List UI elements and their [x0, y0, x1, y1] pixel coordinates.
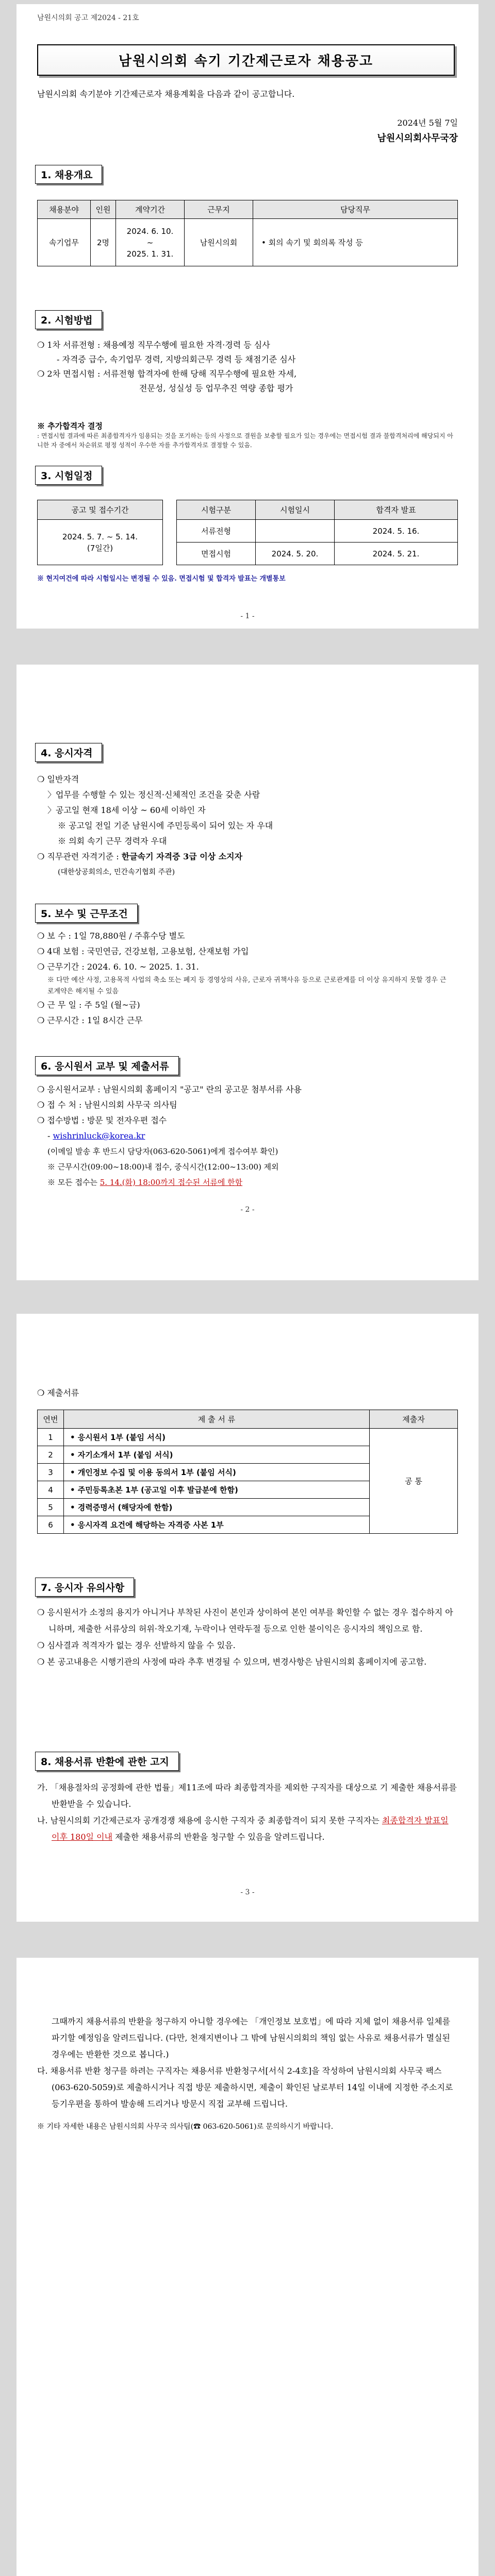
application-email-note: (이메일 발송 후 반드시 담당자(063-620-5061)에게 접수여부 확인)	[47, 1147, 278, 1156]
docs-no: 4	[38, 1481, 64, 1499]
overview-header: 인원	[91, 200, 116, 219]
overview-cell-field: 속기업무	[38, 219, 91, 266]
section-title-return: 8. 채용서류 반환에 관한 고지	[35, 1752, 179, 1771]
return-text: 제출한 채용서류의 반환을 청구할 수 있음을 알려드립니다.	[112, 1832, 325, 1842]
overview-cell-duty: • 회의 속기 및 회의록 작성 등	[253, 219, 458, 266]
schedule-table	[37, 500, 458, 565]
overview-header: 채용분야	[38, 200, 91, 219]
application-time-note: ※ 근무시간(09:00~18:00)내 접수, 중식시간(12:00~13:00) 제외	[47, 1162, 279, 1172]
docs-item: • 응시자격 요건에 해당하는 자격증 사본 1부	[64, 1516, 370, 1534]
pay-note: ※ 다만 예산 사정, 고용목적 사업의 축소 또는 폐지 등 경영상의 사유, 근로자 귀책사유 등으로 근로관계를 더 이상 유지하지 못할 경우 근로계약은 해지될 수 있음	[47, 976, 447, 995]
overview-header: 담당직무	[253, 200, 458, 219]
method-item-2-detail: 전문성, 성실성 등 업무추진 역량 종합 평가	[139, 383, 293, 393]
period-start: 2024. 6. 10.	[126, 226, 174, 236]
notes-item: ❍ 응시원서가 소정의 용지가 아니거나 부착된 사진이 본인과 상이하여 본인 여부를 확인할 수 없는 경우 접수하지 아니하며, 제출한 서류상의 허위·착오기재, 누락이나 연락두절 등으로 인한 불이익은 응시자의 책임으로 함.	[37, 1607, 453, 1634]
page-3	[16, 1314, 478, 1922]
docs-item: • 응시원서 1부 (붙임 서식)	[64, 1429, 370, 1446]
pay-item: ❍ 근무시간 : 1일 8시간 근무	[37, 1015, 143, 1025]
return-text: 나. 남원시의회 기간제근로자 공개경쟁 채용에 응시한 구직자 중 최종합격이 되지 못한 구직자는	[37, 1816, 382, 1825]
qualification-issuer: (대한상공회의소, 민간속기협회 주관)	[58, 868, 175, 876]
overview-cell-workplace: 남원시의회	[185, 219, 253, 266]
docs-item: • 주민등록초본 1부 (공고일 이후 발급분에 한함)	[64, 1481, 370, 1499]
docs-item: • 자기소개서 1부 (붙임 서식)	[64, 1446, 370, 1464]
schedule-note: ※ 현지여건에 따라 시험일시는 변경될 수 있음. 면접시험 및 합격자 발표는 개별통보	[37, 575, 286, 583]
overview-cell-count: 2명	[91, 219, 116, 266]
notice-date: 2024년 5월 7일	[397, 118, 458, 128]
schedule-days: (7일간)	[87, 543, 113, 553]
pay-item: ❍ 4대 보험 : 국민연금, 건강보험, 고용보험, 산재보험 가입	[37, 946, 249, 956]
return-item	[37, 1812, 458, 1845]
schedule-exam-date: 2024. 5. 20.	[256, 543, 335, 565]
return-continued: 그때까지 채용서류의 반환을 청구하지 아니할 경우에는 「개인정보 보호법」에 따라 지체 없이 채용서류 일체를 파기할 예정임을 알려드립니다. (다만, 천재지변이나 그 밖에 남원시의회의 책임 없는 사유로 채용서류가 멸실된 경우에는 반환한 것으로 봅니다.)	[52, 2016, 451, 2059]
section-title-notes: 7. 응시자 유의사항	[35, 1578, 134, 1597]
section-title-method: 2. 시험방법	[35, 310, 102, 329]
intro-text: 남원시의회 속기분야 기간제근로자 채용계획을 다음과 같이 공고합니다.	[37, 89, 295, 99]
schedule-header: 공고 및 접수기간	[38, 500, 163, 520]
page-2: 4. 응시자격 ❍ 일반자격 〉업무를 수행할 수 있는 정신적·신체적인 조건을 갖춘 사람 〉공고일 현재 18세 이상 ~ 60세 이하인 자 ※ 공고일 전일 기준 남원시에 주민등록이 되어 있는 자 우대 ※ 의회 속기 근무 경력자 우대 ❍ 직무관련 자격기준 : 한글속기 자격증 3급 이상 소지자 (대한상공회의소, 민간속기협회 주관) 5. 보수 및 근무조건 ❍ 보 수 : 1일 78,880원 / 주휴수당 별도 ❍ 4대 보험 : 국민연금, 건강보험, 고용보험, 산재보험 가입 ❍ 근무기간 : 2024. 6. 10. ~ 2025. 1. 31. ※ 다만 예산 사정, 고용목적 사업의 축소 또는 폐지 등 경영상의 사유, 근로자 귀책사유 등으로 근로관계를 더 이상 유지하지 못할 경우 근로계약은 해지될 수 있음 ❍ 근 무 일 : 주 5일 (월~금) ❍ 근무시간 : 1일 8시간 근무 6. 응시원서 교부 및 제출서류 ❍ 응시원서교부 : 남원시의회 홈페이지 "공고" 란의 공고문 첨부서류 사용 ❍ 접 수 처 : 남원시의회 사무국 의사팀 ❍ 접수방법 : 방문 및 전자우편 접수 - wishrinluck@korea.kr (이메일 발송 후 반드시 담당자(063-620-5061)에게 접수여부 확인) ※ 근무시간(09:00~18:00)내 접수, 중식시간(12:00~13:00) 제외 ※ 모든 접수는 5. 14.(화) 18:00까지 접수된 서류에 한함 - 2 -	[16, 665, 478, 1280]
method-item-1: ❍ 1차 서류전형 : 채용예정 직무수행에 필요한 자격·경력 등 심사	[37, 340, 270, 350]
page-4	[16, 1958, 478, 2576]
overview-cell-period	[116, 219, 185, 266]
schedule-result-date: 2024. 5. 21.	[335, 543, 458, 565]
pay-item: ❍ 근 무 일 : 주 5일 (월~금)	[37, 1000, 140, 1010]
contact-note: ※ 기타 자세한 내용은 남원시의회 사무국 의사팀(☎ 063-620-5061)로 문의하시기 바랍니다.	[37, 2123, 334, 2131]
application-item: ❍ 응시원서교부 : 남원시의회 홈페이지 "공고" 란의 공고문 첨부서류 사용	[37, 1084, 302, 1094]
eligibility-note: ※ 의회 속기 근무 경력자 우대	[58, 836, 167, 846]
section-title-eligibility: 4. 응시자격	[35, 743, 102, 762]
page-number: - 3 -	[240, 1888, 255, 1896]
application-item: ❍ 접 수 처 : 남원시의회 사무국 의사팀	[37, 1100, 177, 1110]
notice-title: 남원시의회 속기 기간제근로자 채용공고	[37, 44, 455, 76]
method-item-2: ❍ 2차 면접시험 : 서류전형 합격자에 한해 당해 직무수행에 필요한 자세,	[37, 369, 297, 379]
eligibility-general: ❍ 일반자격	[37, 774, 79, 784]
qualification-value: 한글속기 자격증 3급 이상 소지자	[121, 852, 243, 861]
schedule-result-date: 2024. 5. 16.	[335, 520, 458, 543]
additional-pass-text: : 면접시험 결과에 따른 최종합격자가 임용되는 것을 포기하는 등의 사정으로 결원을 보충할 필요가 있는 경우에는 면접시험 결과 불합격처리에 해당되지 아니한 자 중에서 차순위로 평정 성적이 우수한 자를 추가합격자로 결정할 수 있음.	[37, 432, 453, 449]
eligibility-item: 〉공고일 현재 18세 이상 ~ 60세 이하인 자	[47, 805, 206, 815]
additional-pass-title: ※ 추가합격자 결정	[37, 421, 103, 431]
overview-header: 계약기간	[116, 200, 185, 219]
period-sep: ~	[146, 238, 154, 247]
eligibility-qualification	[37, 849, 458, 865]
docs-no: 3	[38, 1464, 64, 1481]
issuer-name: 남원시의회사무국장	[377, 133, 458, 144]
schedule-period: 2024. 5. 7. ~ 5. 14.	[62, 532, 138, 541]
return-deadline: 최종합격자 발표일 이후 180일 이내	[52, 1816, 449, 1842]
docs-item: • 경력증명서 (해당자에 한함)	[64, 1499, 370, 1516]
schedule-exam-date	[256, 520, 335, 543]
docs-no: 1	[38, 1429, 64, 1446]
email-link[interactable]: wishrinluck@korea.kr	[53, 1131, 145, 1141]
page-number: - 1 -	[240, 612, 255, 620]
page-1	[16, 4, 478, 629]
schedule-header: 시험구분	[177, 500, 256, 520]
notice-number: 남원시의회 공고 제2024 - 21호	[37, 14, 139, 22]
page-number: - 2 -	[240, 1206, 255, 1214]
docs-header: 제 출 서 류	[64, 1410, 370, 1429]
qualification-label: ❍ 직무관련 자격기준 :	[37, 852, 122, 861]
section-title-schedule: 3. 시험일정	[35, 466, 102, 485]
docs-no: 2	[38, 1446, 64, 1464]
notes-item: ❍ 심사결과 적격자가 없는 경우 선발하지 않을 수 있음.	[37, 1640, 236, 1650]
docs-submitter: 공 통	[370, 1429, 458, 1534]
eligibility-note: ※ 공고일 전일 기준 남원시에 주민등록이 되어 있는 자 우대	[58, 821, 273, 831]
section-title-application: 6. 응시원서 교부 및 제출서류	[35, 1056, 179, 1075]
method-item-1-detail: - 자격증 급수, 속기업무 경력, 지방의회근무 경력 등 채점기준 심사	[57, 354, 296, 364]
docs-title: ❍ 제출서류	[37, 1388, 79, 1398]
deadline-value: 5. 14.(화) 18:00까지 접수된 서류에 한함	[100, 1178, 243, 1187]
docs-table	[37, 1410, 458, 1534]
docs-header: 제출자	[370, 1410, 458, 1429]
return-item: 가. 「채용절차의 공정화에 관한 법률」제11조에 따라 최종합격자를 제외한 구직자를 대상으로 기 제출한 채용서류를 반환받을 수 있습니다.	[37, 1783, 457, 1809]
notes-item: ❍ 본 공고내용은 시행기관의 사정에 따라 추후 변경될 수 있으며, 변경사항은 남원시의회 홈페이지에 공고함.	[37, 1657, 427, 1667]
section-title-pay: 5. 보수 및 근무조건	[35, 904, 138, 923]
schedule-exam-type: 면접시험	[177, 543, 256, 565]
application-deadline	[37, 1175, 458, 1190]
docs-no: 6	[38, 1516, 64, 1534]
schedule-header: 합격자 발표	[335, 500, 458, 520]
schedule-header: 시험일시	[256, 500, 335, 520]
eligibility-item: 〉업무를 수행할 수 있는 정신적·신체적인 조건을 갖춘 사람	[47, 790, 260, 800]
schedule-exam-type: 서류전형	[177, 520, 256, 543]
period-end: 2025. 1. 31.	[126, 249, 174, 259]
application-item: ❍ 접수방법 : 방문 및 전자우편 접수	[37, 1115, 167, 1125]
pay-item: ❍ 근무기간 : 2024. 6. 10. ~ 2025. 1. 31.	[37, 962, 199, 972]
docs-header: 연번	[38, 1410, 64, 1429]
docs-no: 5	[38, 1499, 64, 1516]
overview-table	[37, 200, 458, 266]
section-title-overview: 1. 채용개요	[35, 165, 102, 184]
overview-header: 근무지	[185, 200, 253, 219]
pay-item: ❍ 보 수 : 1일 78,880원 / 주휴수당 별도	[37, 931, 185, 941]
docs-item: • 개인정보 수집 및 이용 동의서 1부 (붙임 서식)	[64, 1464, 370, 1481]
deadline-label: ※ 모든 접수는	[47, 1178, 100, 1187]
schedule-period-cell	[38, 520, 163, 565]
return-item: 다. 채용서류 반환 청구를 하려는 구직자는 채용서류 반환청구서[서식 2-4호]을 작성하여 남원시의회 사무국 팩스(063-620-5059)로 제출하시거나 직접 방문 제출하시면, 제출이 확인된 날로부터 14일 이내에 지정한 주소지로 등기우편을 통하여 발송해 드리거나 방문시 직접 교부해 드립니다.	[37, 2066, 453, 2109]
